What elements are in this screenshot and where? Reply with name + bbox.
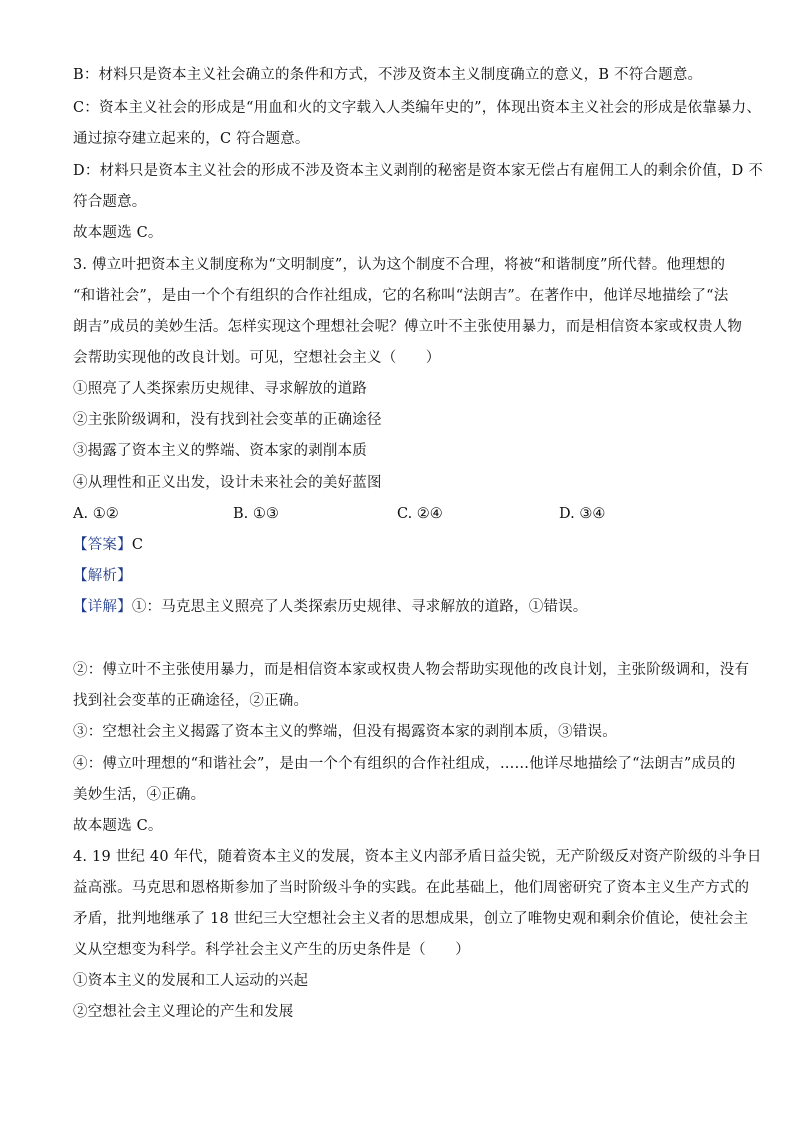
detail-item-2-cont: 找到社会变革的正确途径，②正确。 — [73, 693, 309, 709]
question-3-stem-line4: 会帮助实现他的改良计划。可见，空想社会主义（ ） — [73, 350, 441, 366]
detail-line — [73, 597, 723, 617]
detail-item-4-cont: 美妙生活，④正确。 — [73, 787, 206, 803]
explanation-option-d: D：材料只是资本主义社会的形成不涉及资本主义剥削的秘密是资本家无偿占有雇佣工人的剩余价值，D 不 — [73, 163, 763, 179]
question-3-item-3: ③揭露了资本主义的弊端、资本家的剥削本质 — [73, 443, 367, 459]
answer-value: C — [131, 537, 144, 553]
analysis-tag: 【解析】 — [73, 568, 132, 584]
question-3-item-4: ④从理性和正义出发，设计未来社会的美好蓝图 — [73, 475, 382, 491]
explanation-option-c: C：资本主义社会的形成是“用血和火的文字载入人类编年史的”，体现出资本主义社会的形成是依靠暴力、 — [73, 100, 762, 116]
question-4-stem-line1: 4. 19 世纪 40 年代，随着资本主义的发展，资本主义内部矛盾日益尖锐，无产阶级反对资产阶级的斗争日 — [73, 849, 762, 865]
detail-item-3: ③：空想社会主义揭露了资本主义的弊端，但没有揭露资本家的剥削本质，③错误。 — [73, 724, 617, 740]
conclusion-q2: 故本题选 C。 — [73, 225, 163, 241]
explanation-option-b: B：材料只是资本主义社会确立的条件和方式，不涉及资本主义制度确立的意义，B 不符合题意。 — [73, 67, 703, 83]
question-3-stem-line2: “和谐社会”，是由一个个有组织的合作社组成，它的名称叫“法朗吉”。在著作中，他详尽地描绘了“法 — [73, 288, 729, 304]
option-c: C. ②④ — [397, 506, 443, 522]
question-3-stem-line3: 朗吉”成员的美妙生活。怎样实现这个理想社会呢？傅立叶不主张使用暴力，而是相信资本家或权贵人物 — [73, 319, 743, 335]
option-a: A. ①② — [73, 506, 119, 522]
answer-tag: 【答案】 — [73, 537, 132, 553]
question-4-item-2: ②空想社会主义理论的产生和发展 — [73, 1004, 294, 1020]
question-4-item-1: ①资本主义的发展和工人运动的兴起 — [73, 973, 309, 989]
detail-tag: 【详解】 — [73, 599, 132, 615]
option-b: B. ①③ — [233, 506, 279, 522]
question-3-item-2: ②主张阶级调和，没有找到社会变革的正确途径 — [73, 412, 382, 428]
option-d: D. ③④ — [559, 506, 606, 522]
question-4-stem-line3: 矛盾，批判地继承了 18 世纪三大空想社会主义者的思想成果，创立了唯物史观和剩余价值论，使社会主 — [73, 911, 749, 927]
detail-item-2: ②：傅立叶不主张使用暴力，而是相信资本家或权贵人物会帮助实现他的改良计划，主张阶级调和，没有 — [73, 662, 750, 678]
conclusion-q3: 故本题选 C。 — [73, 818, 163, 834]
explanation-option-d-cont: 符合题意。 — [73, 194, 147, 210]
analysis-line — [73, 566, 723, 586]
question-4-stem-line4: 义从空想变为科学。科学社会主义产生的历史条件是（ ） — [73, 942, 470, 958]
answer-line — [73, 535, 723, 555]
question-3-options — [73, 504, 723, 524]
question-3-item-1: ①照亮了人类探索历史规律、寻求解放的道路 — [73, 381, 367, 397]
detail-item-4: ④：傅立叶理想的“和谐社会”，是由一个个有组织的合作社组成，……他详尽地描绘了“法朗吉”成员的 — [73, 756, 736, 772]
explanation-option-c-cont: 通过掠夺建立起来的，C 符合题意。 — [73, 131, 310, 147]
question-4-stem-line2: 益高涨。马克思和恩格斯参加了当时阶级斗争的实践。在此基础上，他们周密研究了资本主义生产方式的 — [73, 880, 750, 896]
detail-text: ①：马克思主义照亮了人类探索历史规律、寻求解放的道路，①错误。 — [131, 599, 588, 615]
question-3-stem-line1: 3. 傅立叶把资本主义制度称为“文明制度”，认为这个制度不合理，将被“和谐制度”所代替。他理想的 — [73, 257, 726, 273]
